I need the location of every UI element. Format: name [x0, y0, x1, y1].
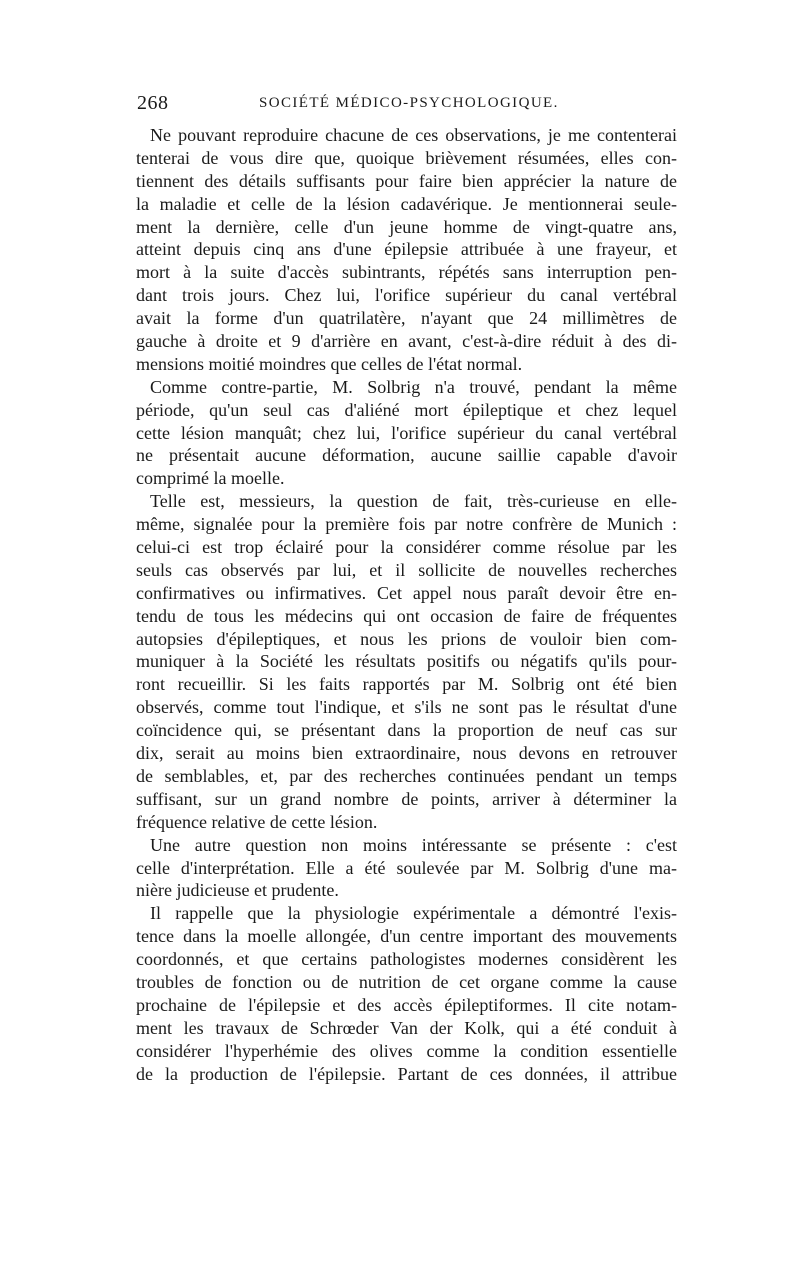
text-line: coïncidence qui, se présentant dans la proportion de neuf cas sur — [136, 720, 677, 741]
text-line: gauche à droite et 9 d'arrière en avant, c'est-à-dire réduit à des di- — [136, 331, 677, 352]
text-line: ne présentait aucune déformation, aucune saillie capable d'avoir — [136, 445, 677, 466]
text-line: Telle est, messieurs, la question de fait, très-curieuse en elle- — [150, 491, 677, 512]
text-line: mensions moitié moindres que celles de l'état normal. — [136, 353, 523, 374]
text-line: ment les travaux de Schrœder Van der Kolk, qui a été conduit à — [136, 1017, 677, 1038]
text-line: dant trois jours. Chez lui, l'orifice supérieur du canal vertébral — [136, 285, 677, 306]
text-line: fréquence relative de cette lésion. — [136, 811, 378, 832]
text-line: Ne pouvant reproduire chacune de ces observations, je me contenterai — [150, 125, 677, 145]
text-line: de semblables, et, par des recherches continuées pendant un temps — [136, 765, 677, 786]
text-line: atteint depuis cinq ans d'une épilepsie attribuée à une frayeur, et — [136, 239, 677, 260]
text-line: autopsies d'épileptiques, et nous les prions de vouloir bien com- — [136, 628, 677, 649]
text-line: même, signalée pour la première fois par notre confrère de Munich : — [136, 514, 677, 535]
text-line: celui-ci est trop éclairé pour la considérer comme résolue par les — [136, 537, 677, 558]
text-line: coordonnés, et que certains pathologistes modernes considèrent les — [136, 949, 677, 970]
text-line: nière judicieuse et prudente. — [136, 880, 339, 901]
text-line: avait la forme d'un quatrilatère, n'ayant que 24 millimètres de — [136, 308, 677, 329]
text-line: de la production de l'épilepsie. Partant de ces données, il attribue — [136, 1063, 677, 1084]
text-line: prochaine de l'épilepsie et des accès épileptiformes. Il cite notam- — [136, 994, 677, 1015]
text-line: observés, comme tout l'indique, et s'ils ne sont pas le résultat d'une — [136, 697, 677, 718]
text-line: mort à la suite d'accès subintrants, répétés sans interruption pen- — [136, 262, 677, 283]
text-line: Comme contre-partie, M. Solbrig n'a trouvé, pendant la même — [150, 376, 677, 397]
text-line: cette lésion manquât; chez lui, l'orifice supérieur du canal vertébral — [136, 422, 677, 443]
text-line: considérer l'hyperhémie des olives comme la condition essentielle — [136, 1040, 677, 1061]
text-line: tenterai de vous dire que, quoique brièvement résumées, elles con- — [136, 147, 677, 168]
text-line: dix, serait au moins bien extraordinaire, nous devons en retrouver — [136, 743, 677, 764]
text-line: muniquer à la Société les résultats positifs ou négatifs qu'ils pour- — [136, 651, 677, 672]
text-line: ment la dernière, celle d'un jeune homme de vingt-quatre ans, — [136, 216, 677, 237]
text-line: Il rappelle que la physiologie expérimentale a démontré l'exis- — [150, 903, 677, 924]
text-line: la maladie et celle de la lésion cadavérique. Je mentionnerai seule- — [136, 193, 677, 214]
text-line: suffisant, sur un grand nombre de points, arriver à déterminer la — [136, 788, 677, 809]
page-number: 268 — [137, 92, 169, 114]
text-line: tiennent des détails suffisants pour faire bien apprécier la nature de — [136, 170, 677, 191]
text-line: tence dans la moelle allongée, d'un centre important des mouvements — [136, 926, 677, 947]
running-title: SOCIÉTÉ MÉDICO-PSYCHOLOGIQUE. — [259, 95, 559, 111]
text-line: celle d'interprétation. Elle a été soulevée par M. Solbrig d'une ma- — [136, 857, 677, 878]
text-line: confirmatives ou infirmatives. Cet appel nous paraît devoir être en- — [136, 582, 677, 603]
page-header — [137, 92, 677, 118]
text-line: comprimé la moelle. — [136, 468, 285, 489]
text-line: seuls cas observés par lui, et il sollicite de nouvelles recherches — [136, 559, 677, 580]
text-line: période, qu'un seul cas d'aliéné mort épileptique et chez lequel — [136, 399, 677, 420]
text-line: troubles de fonction ou de nutrition de cet organe comme la cause — [136, 971, 677, 992]
body-text — [136, 124, 677, 1085]
text-line: tendu de tous les médecins qui ont occasion de faire de fréquentes — [136, 605, 677, 626]
text-line: ront recueillir. Si les faits rapportés par M. Solbrig ont été bien — [136, 674, 677, 695]
text-line: Une autre question non moins intéressante se présente : c'est — [150, 834, 677, 855]
